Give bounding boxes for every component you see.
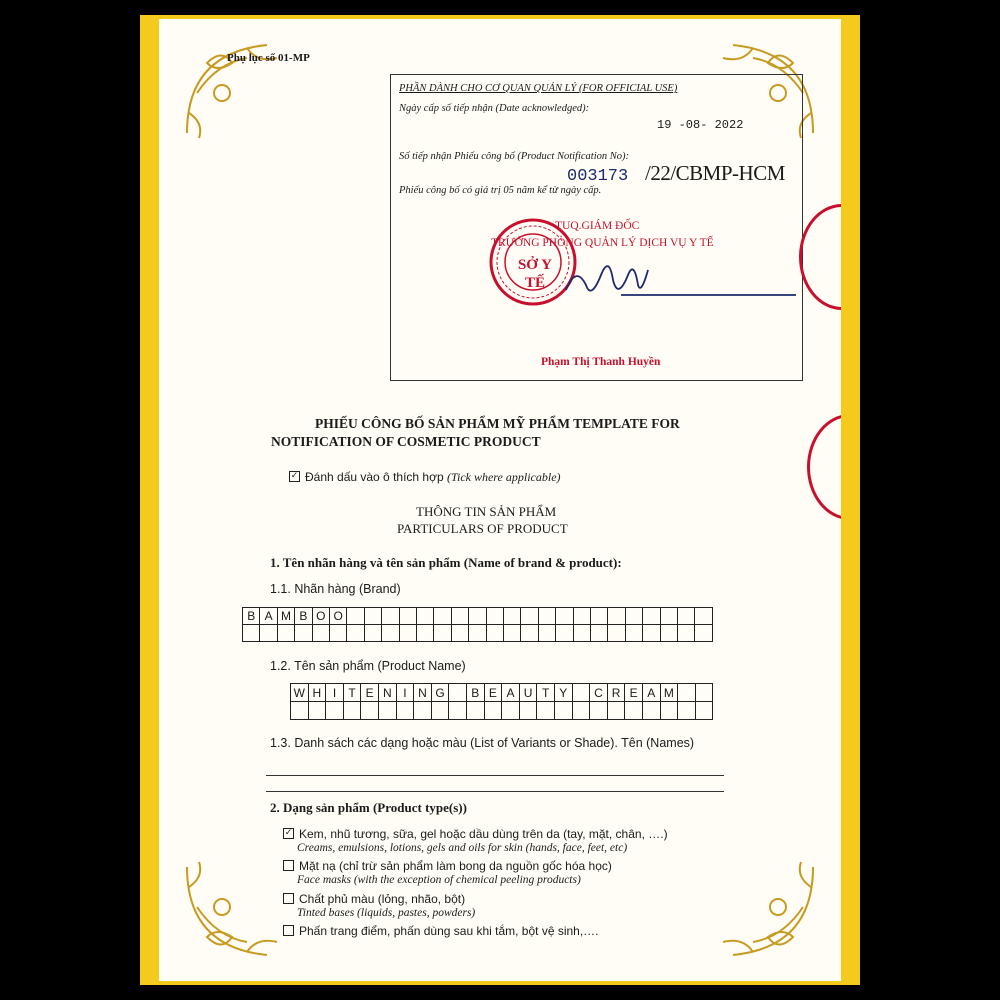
grid-cell (277, 624, 295, 642)
section1-heading-vn: 1. Tên nhãn hàng và tên sản phẩm (270, 555, 461, 570)
grid-cell (538, 607, 556, 625)
date-value: 19 -08- 2022 (657, 118, 744, 132)
grid-cell: W (290, 683, 309, 702)
grid-cell: A (501, 683, 520, 702)
tick-note-en: (Tick where applicable) (446, 470, 561, 484)
document-page (159, 19, 841, 981)
signature-icon (561, 255, 801, 310)
grid-cell (695, 701, 714, 720)
grid-cell (381, 624, 399, 642)
option-text-vn: Chất phủ màu (lỏng, nhão, bột) (299, 892, 466, 906)
signer-name: Phạm Thị Thanh Huyền (541, 356, 661, 368)
section-title-en: PARTICULARS OF PRODUCT (397, 521, 568, 536)
signer-title-2: TRƯỞNG PHÒNG QUẢN LÝ DỊCH VỤ Y TẾ (491, 237, 714, 249)
checkbox-icon[interactable] (283, 925, 294, 936)
tick-note (289, 470, 561, 485)
grid-cell (364, 607, 382, 625)
grid-cell (660, 701, 679, 720)
side-stamp-lower-icon (807, 414, 841, 520)
grid-cell: N (413, 683, 432, 702)
grid-cell (466, 701, 485, 720)
option-label-en: Creams, emulsions, lotions, gels and oils for skin (hands, face, feet, etc) (297, 842, 628, 854)
date-label: Ngày cấp số tiếp nhận (Date acknowledged): (399, 103, 590, 114)
grid-cell (308, 701, 327, 720)
grid-cell (555, 607, 573, 625)
grid-cell (433, 607, 451, 625)
checkbox-icon[interactable] (283, 860, 294, 871)
tick-note-vn: Đánh dấu vào ô thích hợp (305, 470, 444, 484)
grid-cell (694, 624, 712, 642)
option-label-en: Tinted bases (liquids, pastes, powders) (297, 907, 476, 919)
grid-cell (364, 624, 382, 642)
grid-cell: B (294, 607, 312, 625)
grid-cell (416, 607, 434, 625)
grid-cell (484, 701, 503, 720)
grid-cell: R (607, 683, 626, 702)
option-label-vn (283, 827, 668, 841)
form-title-line2: NOTIFICATION OF COSMETIC PRODUCT (271, 434, 541, 449)
form-title-line1: PHIẾU CÔNG BỐ SẢN PHẨM MỸ PHẨM TEMPLATE FOR (315, 416, 680, 431)
grid-cell: Y (554, 683, 573, 702)
grid-cell (378, 701, 397, 720)
option-label-vn (283, 924, 599, 938)
variants-line-2 (266, 791, 724, 792)
grid-cell (503, 607, 521, 625)
product-type-option[interactable] (283, 924, 599, 938)
grid-cell (294, 624, 312, 642)
grid-cell (536, 701, 555, 720)
grid-cell (431, 701, 450, 720)
grid-cell (642, 624, 660, 642)
grid-cell (468, 624, 486, 642)
grid-cell (501, 701, 520, 720)
grid-cell (642, 607, 660, 625)
grid-cell (660, 607, 678, 625)
grid-cell (381, 607, 399, 625)
checked-box-icon[interactable]: ✓ (284, 828, 293, 839)
grid-cell (625, 607, 643, 625)
grid-cell (413, 701, 432, 720)
section-title-vn: THÔNG TIN SẢN PHẨM (416, 504, 557, 519)
checked-box-icon: ✓ (290, 471, 299, 482)
grid-cell (677, 607, 695, 625)
grid-cell (677, 624, 695, 642)
side-stamp-upper-icon (799, 204, 841, 310)
variants-label: 1.3. Danh sách các dạng hoặc màu (List of Variants or Shade). Tên (Names) (270, 736, 695, 750)
grid-cell (346, 607, 364, 625)
grid-cell (448, 701, 467, 720)
grid-cell: I (325, 683, 344, 702)
grid-cell: A (642, 683, 661, 702)
grid-cell (624, 701, 643, 720)
grid-cell: M (660, 683, 679, 702)
grid-cell (520, 607, 538, 625)
official-use-box (390, 74, 803, 381)
grid-cell (573, 607, 591, 625)
grid-cell: C (589, 683, 608, 702)
section1-heading (270, 555, 622, 571)
grid-cell (242, 624, 260, 642)
option-text-vn: Kem, nhũ tương, sữa, gel hoặc dầu dùng trên da (tay, mặt, chân, ….) (299, 827, 668, 841)
grid-cell (519, 701, 538, 720)
grid-cell: A (259, 607, 277, 625)
grid-cell: B (466, 683, 485, 702)
grid-cell (451, 607, 469, 625)
validity-label: Phiếu công bố có giá trị 05 năm kể từ ngày cấp. (399, 185, 602, 196)
grid-cell: I (396, 683, 415, 702)
grid-cell (396, 701, 415, 720)
grid-cell: B (242, 607, 260, 625)
grid-cell (573, 624, 591, 642)
grid-cell (399, 607, 417, 625)
grid-cell: U (519, 683, 538, 702)
product-type-option[interactable] (283, 892, 475, 919)
grid-cell: O (312, 607, 330, 625)
grid-cell: E (360, 683, 379, 702)
grid-cell (312, 624, 330, 642)
grid-cell: N (378, 683, 397, 702)
grid-cell (590, 607, 608, 625)
grid-cell (399, 624, 417, 642)
variants-line-1 (266, 775, 724, 776)
grid-cell (329, 624, 347, 642)
grid-cell (486, 607, 504, 625)
grid-cell (503, 624, 521, 642)
grid-cell (290, 701, 309, 720)
grid-cell: E (624, 683, 643, 702)
signer-title-1: TUQ.GIÁM ĐỐC (555, 220, 640, 232)
corner-ornament-top-left-icon (177, 33, 297, 143)
grid-cell (555, 624, 573, 642)
number-suffix: /22/CBMP-HCM (645, 161, 785, 185)
grid-cell (360, 701, 379, 720)
section1-heading-en: (Name of brand & product): (463, 555, 622, 570)
grid-cell (694, 607, 712, 625)
grid-cell: E (484, 683, 503, 702)
product-type-option[interactable] (283, 827, 668, 854)
grid-cell (590, 624, 608, 642)
option-label-vn (283, 859, 612, 873)
grid-cell: T (343, 683, 362, 702)
number-label: Số tiếp nhận Phiếu công bố (Product Notification No): (399, 151, 629, 162)
grid-cell (572, 701, 591, 720)
grid-cell (572, 683, 591, 702)
checkbox-icon[interactable] (283, 893, 294, 904)
grid-cell (325, 701, 344, 720)
official-header: PHẦN DÀNH CHO CƠ QUAN QUẢN LÝ (FOR OFFICIAL USE) (399, 83, 678, 94)
grid-cell (520, 624, 538, 642)
grid-cell (486, 624, 504, 642)
grid-cell (259, 624, 277, 642)
option-label-vn (283, 892, 475, 906)
grid-cell (343, 701, 362, 720)
section2-heading-vn: 2. Dạng sản phẩm (270, 800, 370, 815)
grid-cell: O (329, 607, 347, 625)
grid-cell: H (308, 683, 327, 702)
corner-ornament-bottom-right-icon (703, 857, 823, 967)
option-text-vn: Mặt nạ (chỉ trừ sản phẩm làm bong da nguồn gốc hóa học) (299, 859, 612, 873)
appendix-label: Phụ lục số 01-MP (227, 52, 310, 64)
grid-cell (468, 607, 486, 625)
grid-cell (416, 624, 434, 642)
grid-cell (677, 683, 696, 702)
grid-cell (660, 624, 678, 642)
corner-ornament-bottom-left-icon (177, 857, 297, 967)
grid-cell (346, 624, 364, 642)
grid-cell (607, 624, 625, 642)
grid-cell (538, 624, 556, 642)
grid-cell (589, 701, 608, 720)
grid-cell (607, 607, 625, 625)
product-type-option[interactable] (283, 859, 612, 886)
section2-heading (270, 800, 467, 816)
grid-cell (607, 701, 626, 720)
section2-heading-en: (Product type(s)) (372, 800, 467, 815)
brand-label: 1.1. Nhãn hàng (Brand) (270, 582, 401, 596)
number-stamp: 003173 (567, 167, 629, 186)
seal-center-text: SỞ Y TẾ (517, 257, 553, 291)
grid-cell (554, 701, 573, 720)
grid-cell: G (431, 683, 450, 702)
grid-cell (677, 701, 696, 720)
grid-cell (625, 624, 643, 642)
option-label-en: Face masks (with the exception of chemical peeling products) (297, 874, 581, 886)
grid-cell (695, 683, 714, 702)
grid-cell (642, 701, 661, 720)
grid-cell: T (536, 683, 555, 702)
grid-cell: M (277, 607, 295, 625)
grid-cell (433, 624, 451, 642)
grid-cell (451, 624, 469, 642)
grid-cell (448, 683, 467, 702)
option-text-vn: Phấn trang điểm, phấn dùng sau khi tắm, bột vệ sinh,…. (299, 924, 599, 938)
product-label: 1.2. Tên sản phẩm (Product Name) (270, 659, 466, 673)
